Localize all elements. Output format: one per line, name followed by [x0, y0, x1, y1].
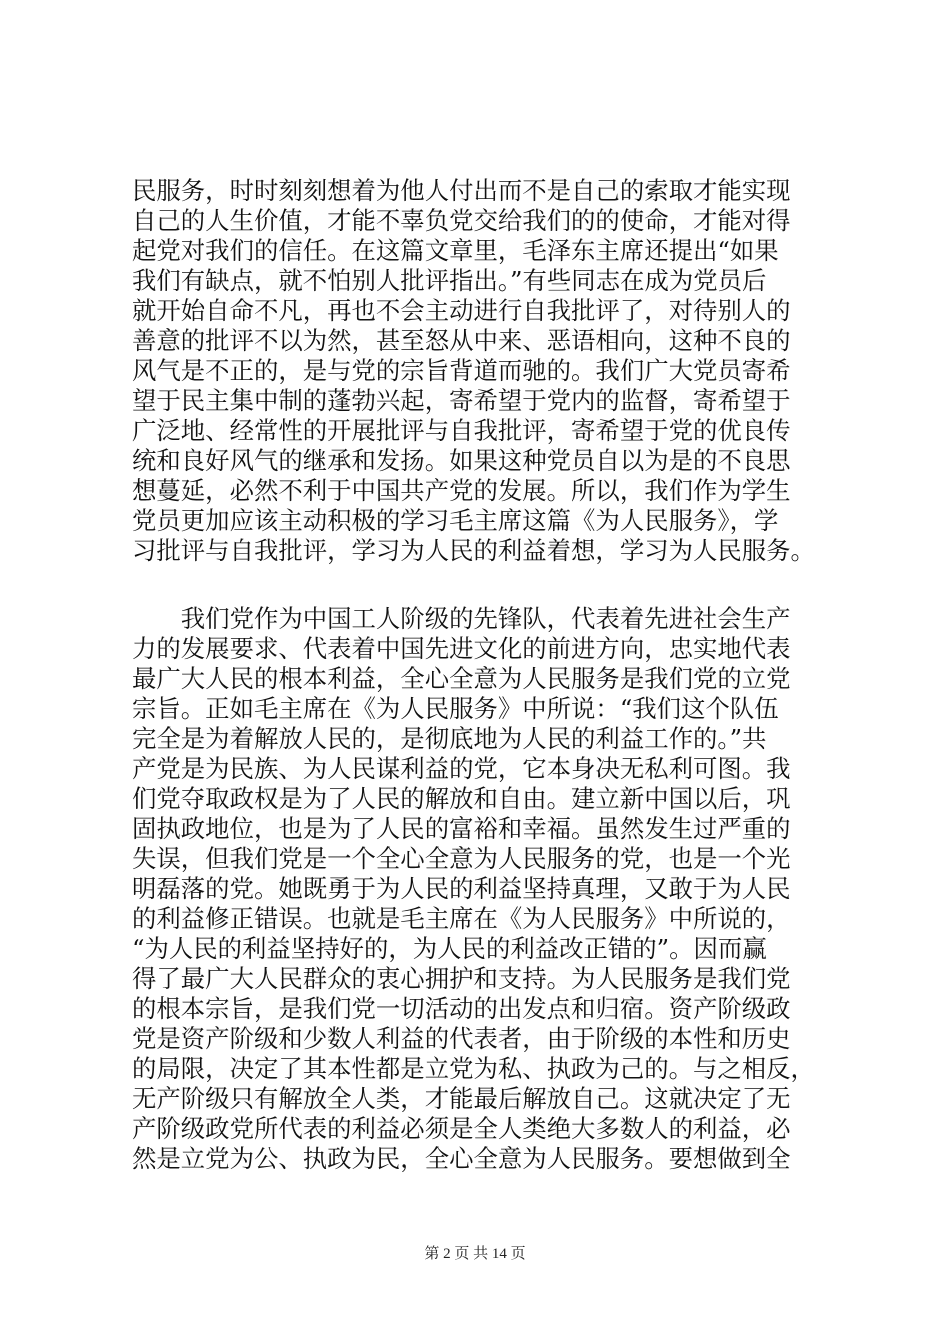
text-line: 起党对我们的信任。在这篇文章里，毛泽东主席还提出“如果 — [132, 236, 779, 265]
text-line: 固执政地位，也是为了人民的富裕和幸福。虽然发生过严重的 — [132, 814, 791, 843]
text-line: 最广大人民的根本利益，全心全意为人民服务是我们党的立党 — [132, 664, 791, 693]
text-line: 明磊落的党。她既勇于为人民的利益坚持真理，又敢于为人民 — [132, 874, 791, 903]
text-line: 得了最广大人民群众的衷心拥护和支持。为人民服务是我们党 — [132, 964, 791, 993]
text-line: 的利益修正错误。也就是毛主席在《为人民服务》中所说的， — [132, 904, 791, 933]
text-line: 习批评与自我批评，学习为人民的利益着想，学习为人民服务。 — [132, 536, 815, 565]
page-number-footer: 第 2 页 共 14 页 — [424, 1246, 526, 1262]
text-line: 党员更加应该主动积极的学习毛主席这篇《为人民服务》，学 — [132, 506, 779, 535]
text-line: 统和良好风气的继承和发扬。如果这种党员自以为是的不良思 — [132, 446, 791, 475]
text-line: 广泛地、经常性的开展批评与自我批评，寄希望于党的优良传 — [132, 416, 791, 445]
text-line: 民服务，时时刻刻想着为他人付出而不是自己的索取才能实现 — [132, 176, 791, 205]
text-line: 失误，但我们党是一个全心全意为人民服务的党，也是一个光 — [132, 844, 791, 873]
text-line: 产党是为民族、为人民谋利益的党，它本身决无私利可图。我 — [132, 754, 791, 783]
text-line: 的根本宗旨，是我们党一切活动的出发点和归宿。资产阶级政 — [132, 994, 791, 1023]
text-line: 我们有缺点，就不怕别人批评指出。”有些同志在成为党员后 — [132, 266, 767, 295]
text-line: 然是立党为公、执政为民，全心全意为人民服务。要想做到全 — [132, 1144, 791, 1173]
paragraph-1 — [132, 176, 832, 566]
text-line: “为人民的利益坚持好的，为人民的利益改正错的”。因而赢 — [132, 934, 767, 963]
text-line: 我们党作为中国工人阶级的先锋队，代表着先进社会生产 — [132, 604, 791, 633]
text-line: 党是资产阶级和少数人利益的代表者，由于阶级的本性和历史 — [132, 1024, 791, 1053]
paragraph-2 — [132, 604, 832, 1174]
text-line: 们党夺取政权是为了人民的解放和自由。建立新中国以后，巩 — [132, 784, 791, 813]
text-line: 风气是不正的，是与党的宗旨背道而驰的。我们广大党员寄希 — [132, 356, 791, 385]
text-line: 自己的人生价值，才能不辜负党交给我们的的使命，才能对得 — [132, 206, 791, 235]
text-line: 完全是为着解放人民的，是彻底地为人民的利益工作的。”共 — [132, 724, 767, 753]
text-line: 无产阶级只有解放全人类，才能最后解放自己。这就决定了无 — [132, 1084, 791, 1113]
text-line: 就开始自命不凡，再也不会主动进行自我批评了，对待别人的 — [132, 296, 791, 325]
text-line: 的局限，决定了其本性都是立党为私、执政为己的。与之相反， — [132, 1054, 815, 1083]
text-line: 想蔓延，必然不利于中国共产党的发展。所以，我们作为学生 — [132, 476, 791, 505]
text-line: 宗旨。正如毛主席在《为人民服务》中所说：“我们这个队伍 — [132, 694, 779, 723]
text-line: 力的发展要求、代表着中国先进文化的前进方向，忠实地代表 — [132, 634, 791, 663]
text-line: 产阶级政党所代表的利益必须是全人类绝大多数人的利益，必 — [132, 1114, 791, 1143]
text-line: 善意的批评不以为然，甚至怒从中来、恶语相向，这种不良的 — [132, 326, 791, 355]
text-line: 望于民主集中制的蓬勃兴起，寄希望于党内的监督，寄希望于 — [132, 386, 791, 415]
